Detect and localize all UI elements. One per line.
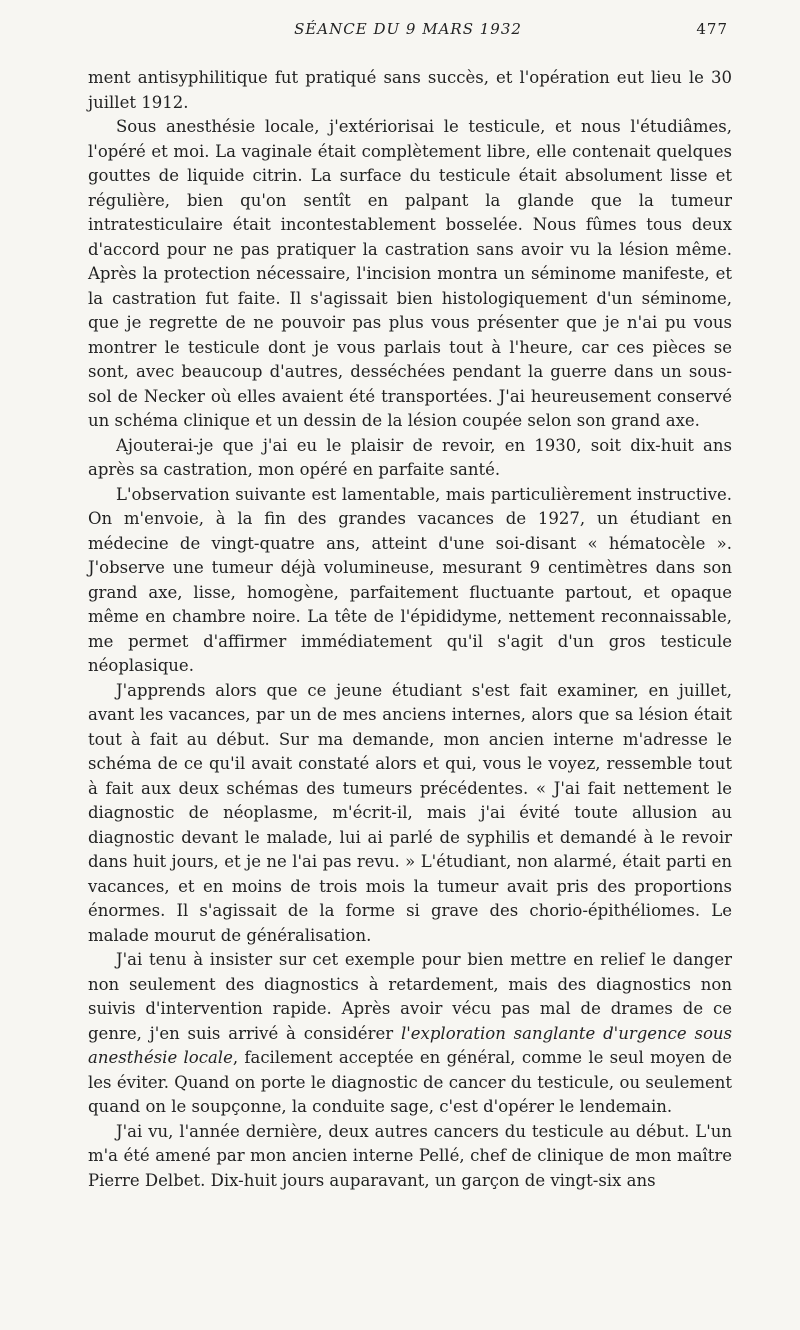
paragraph-text: , facilement acceptée en général, comme le seul moyen de les éviter. Quand on porte le diagnostic de cancer du testicule, ou seulement quand on le soupçonne, la conduite sage, c'est d'opérer le lendemain. [88,1048,732,1116]
page-number: 477 [696,20,728,38]
paragraph: Sous anesthésie locale, j'extériorisai le testicule, et nous l'étudiâmes, l'opéré et moi. La vaginale était complètement libre, elle contenait quelques gouttes de liquide citrin. La surface du testicule était absolument lisse et régulière, bien qu'on sentît en palpant la glande que la tumeur intratesticulaire était incontestablement bosselée. Nous fûmes tous deux d'accord pour ne pas pratiquer la castration sans avoir vu la lésion même. Après la protection nécessaire, l'incision montra un séminome manifeste, et la castration fut faite. Il s'agissait bien histologiquement d'un séminome, que je regrette de ne pouvoir pas plus vous présenter que je n'ai pu vous montrer le testicule dont je vous parlais tout à l'heure, car ces pièces se sont, avec beaucoup d'autres, desséchées pendant la guerre dans un sous-sol de Necker où elles avaient été transportées. J'ai heureusement conservé un schéma clinique et un dessin de la lésion coupée selon son grand axe. [88,117,732,430]
page-header [88,20,728,44]
paragraph: J'apprends alors que ce jeune étudiant s'est fait examiner, en juillet, avant les vacances, par un de mes anciens internes, alors que sa lésion était tout à fait au début. Sur ma demande, mon ancien interne m'adresse le schéma de ce qu'il avait constaté alors et qui, vous le voyez, ressemble tout à fait aux deux schémas des tumeurs précédentes. « J'ai fait nettement le diagnostic de néoplasme, m'écrit-il, mais j'ai évité toute allusion au diagnostic devant le malade, lui ai parlé de syphilis et demandé à le revoir dans huit jours, et je ne l'ai pas revu. » L'étudiant, non alarmé, était parti en vacances, et en moins de trois mois la tumeur avait pris des proportions énormes. Il s'agissait de la forme si grave des chorio-épithéliomes. Le malade mourut de généralisation. [88,680,732,945]
paragraph: L'observation suivante est lamentable, mais particulièrement instructive. On m'envoie, à la fin des grandes vacances de 1927, un étudiant en médecine de vingt-quatre ans, atteint d'une soi-disant « hématocèle ». J'observe une tumeur déjà volumineuse, mesurant 9 centimètres dans son grand axe, lisse, homogène, parfaitement fluctuante partout, et opaque même en chambre noire. La tête de l'épididyme, nettement reconnaissable, me permet d'affirmer immédiatement qu'il s'agit d'un gros testicule néoplasique. [88,484,732,675]
italic-phrase: l'exploration sanglante d'urgence sous anesthésie locale [88,1023,733,1067]
paragraph: ment antisyphilitique fut pratiqué sans succès, et l'opération eut lieu le 30 juillet 1912. [88,68,732,112]
paragraph-text: J'ai tenu à insister sur cet exemple pour bien mettre en relief le danger non seulement des diagnostics à retardement, mais des diagnostics non suivis d'intervention rapide. Après avoir vécu pas mal de drames de ce genre, j'en suis arrivé à considérer [88,950,732,1043]
paragraph: Ajouterai-je que j'ai eu le plaisir de revoir, en 1930, soit dix-huit ans après sa castration, mon opéré en parfaite santé. [88,435,732,479]
paragraph [88,948,732,1120]
body-text [88,66,732,1193]
running-title: SÉANCE DU 9 MARS 1932 [294,20,522,38]
paragraph: J'ai vu, l'année dernière, deux autres cancers du testicule au début. L'un m'a été amené par mon ancien interne Pellé, chef de clinique de mon maître Pierre Delbet. Dix-huit jours auparavant, un garçon de vingt-six ans [88,1121,732,1190]
